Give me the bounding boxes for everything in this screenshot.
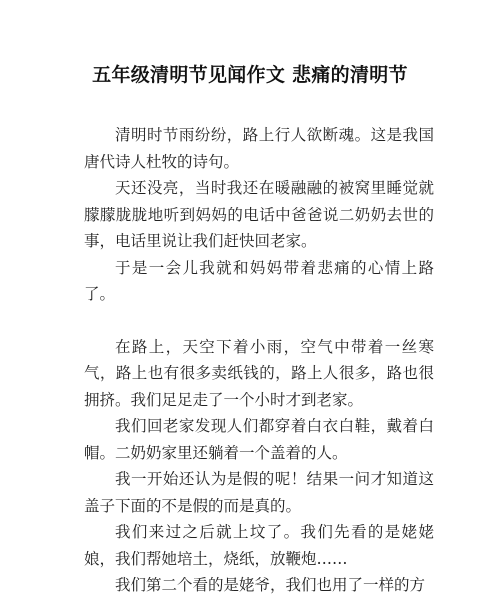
paragraph-3: 于是一会儿我就和妈妈带着悲痛的心情上路了。 xyxy=(84,258,434,303)
paragraph-6: 我一开始还认为是假的呢！结果一问才知道这盖子下面的不是假的而是真的。 xyxy=(84,470,434,515)
document-body xyxy=(84,122,434,599)
paragraph-7: 我们来过之后就上坟了。我们先看的是姥姥娘，我们帮她培土，烧纸，放鞭炮…… xyxy=(84,523,434,568)
paragraph-1: 清明时节雨纷纷，路上行人欲断魂。这是我国唐代诗人杜牧的诗句。 xyxy=(84,126,434,171)
paragraph-5: 我们回老家发现人们都穿着白衣白鞋，戴着白帽。二奶奶家里还躺着一个盖着的人。 xyxy=(84,417,434,462)
paragraph-8: 我们第二个看的是姥爷，我们也用了一样的方 xyxy=(115,576,426,594)
paragraph-2: 天还没亮，当时我还在暖融融的被窝里睡觉就朦朦胧胧地听到妈妈的电话中爸爸说二奶奶去世的事，电话里说让我们赶快回老家。 xyxy=(84,179,434,250)
document-title: 五年级清明节见闻作文 悲痛的清明节 xyxy=(92,64,408,86)
paragraph-4: 在路上，天空下着小雨，空气中带着一丝寒气，路上也有很多卖纸钱的，路上人很多，路也很拥挤。我们足足走了一个小时才到老家。 xyxy=(84,337,434,409)
